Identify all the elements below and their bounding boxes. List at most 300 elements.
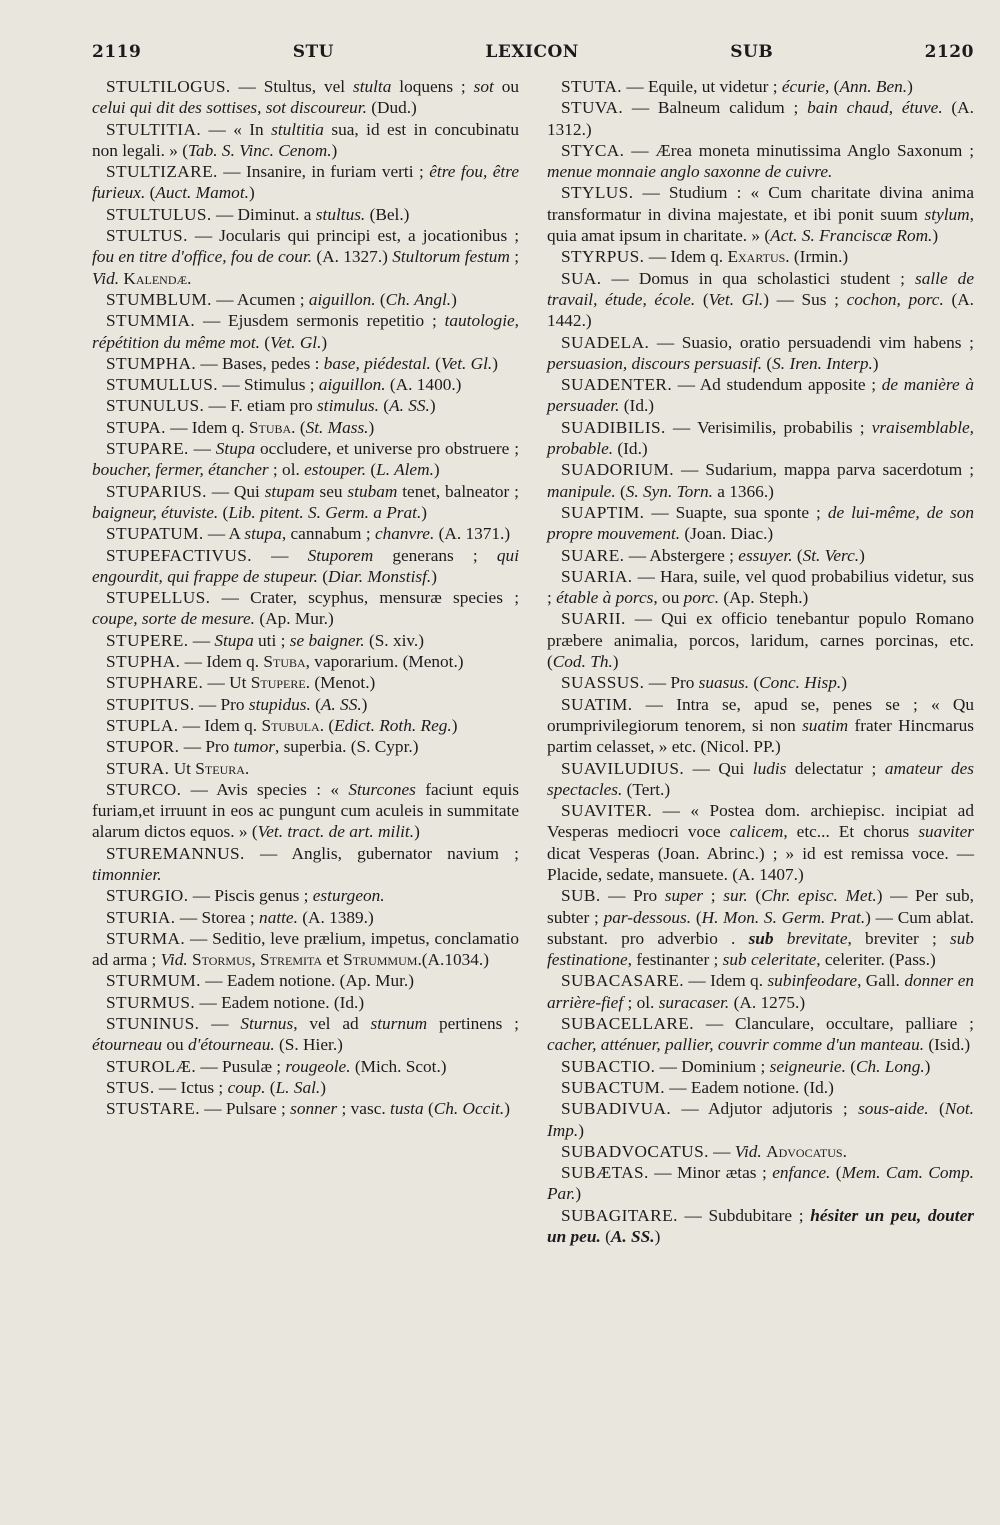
- entry-text: — Pulsare ;: [199, 1099, 291, 1119]
- entry-text: (Id.): [619, 396, 655, 416]
- entry-french-gloss: A. SS.: [610, 1227, 655, 1247]
- entry-headword: STUPHA.: [106, 652, 181, 672]
- entry-text: ) — Sus ;: [763, 289, 847, 309]
- entry-french-gloss: Stultorum festum: [392, 247, 510, 267]
- entry-text: — Qui: [206, 481, 265, 501]
- entry-french-gloss: Sturcones: [348, 779, 416, 799]
- entry-text: — Studium : « Cum charitate divina anima transformatur in divina majestate, et ibi ponit suum: [547, 183, 974, 224]
- entry-french-gloss: Lib. pitent. S. Germ. a Prat.: [228, 502, 422, 522]
- entry-text: — Suasio, oratio persuadendi vim habens ;: [649, 332, 974, 352]
- entry-headword: SUATIM.: [561, 694, 633, 714]
- entry-french-gloss: coupe, sorte de mesure.: [92, 609, 256, 629]
- dictionary-entry: [92, 970, 519, 991]
- entry-text: ) — Per sub, subter ;: [547, 886, 974, 927]
- entry-french-gloss: donner en arrière-fief: [547, 971, 975, 1012]
- entry-french-gloss: seigneurie.: [769, 1056, 846, 1076]
- entry-french-gloss: Vid.: [160, 950, 188, 970]
- entry-headword: STULTULUS.: [106, 204, 212, 224]
- entry-text: , etc... Et chorus: [783, 822, 919, 842]
- entry-headword: STURMUM.: [106, 971, 201, 991]
- entry-french-gloss: suatim: [802, 715, 849, 735]
- entry-french-gloss: celui qui dit des sottises, sot discoureur.: [92, 98, 367, 118]
- entry-headword: SUADIBILIS.: [561, 417, 666, 437]
- entry-text: — Anglis, gubernator navium ;: [244, 843, 519, 863]
- entry-text: ): [451, 289, 457, 309]
- entry-text: , celeriter. (Pass.): [816, 950, 936, 970]
- entry-text: , breviter ;: [847, 928, 950, 948]
- dictionary-entry: [92, 289, 519, 310]
- entry-headword: SUARII.: [561, 609, 626, 629]
- entry-french-gloss: écurie,: [781, 77, 830, 96]
- entry-french-gloss: amateur des spectacles.: [547, 758, 974, 799]
- entry-text: — « In: [201, 119, 272, 139]
- entry-text: — Diminut. a: [211, 204, 316, 224]
- entry-text: (: [928, 1099, 945, 1119]
- entry-text: — Equile, ut videtur ;: [622, 77, 782, 96]
- entry-french-gloss: Stupa: [215, 439, 256, 459]
- entry-headword: STUPLA.: [106, 715, 179, 735]
- dictionary-entry: [92, 630, 519, 651]
- entry-french-gloss: aiguillon.: [318, 375, 386, 395]
- dictionary-entry: [92, 310, 519, 353]
- entry-text: ): [451, 715, 458, 735]
- entry-text: , superbia. (S. Cypr.): [274, 737, 419, 757]
- entry-cross-reference: Stuba.: [248, 417, 296, 437]
- entry-french-gloss: Vet. Gl.: [440, 353, 493, 373]
- entry-text: (A. 1312.): [547, 98, 974, 139]
- dictionary-entry: [92, 758, 519, 779]
- entry-french-gloss: stubam: [347, 481, 398, 501]
- entry-french-gloss: chanvre.: [374, 524, 435, 544]
- entry-french-gloss: Vid.: [92, 268, 120, 288]
- entry-text: , festinanter ;: [627, 950, 723, 970]
- entry-french-gloss: sonner: [290, 1099, 338, 1119]
- entry-french-gloss: Vid.: [734, 1141, 762, 1161]
- right-head-word: SUB: [730, 42, 774, 62]
- entry-text: — Avis species : «: [181, 779, 349, 799]
- entry-text: — Subdubitare ;: [677, 1205, 811, 1225]
- entry-text: — Pro: [179, 737, 234, 757]
- entry-french-gloss: L. Sal.: [275, 1077, 321, 1097]
- entry-text: (Mich. Scot.): [350, 1056, 447, 1076]
- entry-french-gloss: Act. S. Franciscæ Rom.: [770, 226, 933, 246]
- entry-french-gloss: Not. Imp.: [547, 1099, 974, 1140]
- entry-headword: SUADELA.: [561, 332, 650, 352]
- entry-text: — Piscis genus ;: [188, 886, 313, 906]
- entry-headword: STUMPHA.: [106, 353, 197, 373]
- dictionary-entry: [92, 204, 519, 225]
- entry-text: — Intra se, apud se, penes se ; « Qu orumprivilegiorum tenorem, si non: [547, 694, 974, 735]
- entry-headword: STUPEFACTIVUS.: [106, 545, 252, 565]
- entry-french-gloss: manipule.: [547, 481, 616, 501]
- dictionary-entry: [547, 97, 974, 140]
- entry-french-gloss: sous-aide.: [858, 1099, 929, 1119]
- entry-text: ): [321, 332, 328, 352]
- entry-french-gloss: Vet. Gl.: [708, 289, 764, 309]
- entry-text: , ou: [653, 588, 684, 608]
- entry-text: (: [423, 1099, 434, 1119]
- entry-cross-reference: Stupere.: [250, 673, 311, 693]
- entry-text: ou: [162, 1035, 188, 1055]
- entry-text: — Adjutor adjutoris ;: [671, 1099, 859, 1119]
- entry-french-gloss: tautologie, répétition du même mot.: [92, 311, 519, 352]
- entry-text: ): [492, 353, 499, 373]
- entry-headword: SUBACELLARE.: [561, 1014, 694, 1034]
- entry-headword: STUROLÆ.: [106, 1056, 197, 1076]
- entry-text: — Ejusdem sermonis repetitio ;: [195, 311, 445, 331]
- entry-text: (: [310, 694, 321, 714]
- dictionary-entry: [547, 970, 974, 1013]
- entry-text: —: [251, 545, 308, 565]
- entry-headword: STUPARE.: [106, 439, 189, 459]
- entry-french-gloss: calicem: [729, 822, 784, 842]
- entry-headword: STURA.: [106, 758, 170, 778]
- entry-headword: SUB.: [561, 886, 601, 906]
- entry-headword: SUARE.: [561, 545, 625, 565]
- entry-text: pertinens ;: [427, 1014, 519, 1034]
- entry-text: (Joan. Diac.): [680, 524, 774, 544]
- entry-french-gloss: suracaser.: [658, 992, 730, 1012]
- entry-text: — Idem q.: [165, 417, 249, 437]
- dictionary-entry: [92, 395, 519, 416]
- entry-french-gloss: de lui-même, de son propre mouvement.: [547, 502, 974, 544]
- dictionary-entry: [92, 417, 519, 438]
- dictionary-entry: [92, 907, 519, 928]
- entry-french-gloss: étourneau: [92, 1035, 163, 1055]
- entry-french-gloss: Diar. Monstisf.: [328, 566, 432, 586]
- entry-french-gloss: de manière à persuader.: [547, 375, 974, 416]
- dictionary-entry: [547, 140, 974, 183]
- entry-french-gloss: enfance.: [772, 1163, 831, 1183]
- entry-text: — A: [203, 524, 245, 544]
- entry-text: ): [841, 673, 848, 693]
- entry-text: (: [218, 502, 229, 522]
- entry-french-gloss: stulta: [352, 77, 392, 96]
- entry-text: ou: [493, 77, 519, 96]
- entry-french-gloss: coup.: [227, 1077, 266, 1097]
- dictionary-entry: [547, 374, 974, 417]
- entry-headword: STUPELLUS.: [106, 588, 211, 608]
- entry-text: (A. 1275.): [729, 992, 806, 1012]
- entry-text: (Ap. Mur.): [255, 609, 334, 629]
- entry-text: ; ol.: [623, 992, 659, 1012]
- dictionary-entry: [547, 1056, 974, 1077]
- dictionary-entry: [547, 246, 974, 267]
- entry-text: — Dominium ;: [655, 1056, 770, 1076]
- entry-headword: STUPITUS.: [106, 694, 195, 714]
- dictionary-entry: [547, 1013, 974, 1056]
- entry-text: ; ol.: [268, 460, 305, 480]
- entry-headword: STULTITIA.: [106, 119, 202, 139]
- entry-text: (A.1034.): [421, 950, 489, 970]
- entry-text: uti ;: [253, 630, 290, 650]
- entry-text: — Qui ex officio tenebantur populo Romano præbere animalia, porcos, laridum, carnes porcinas, etc. (: [547, 609, 974, 672]
- entry-text: (: [430, 353, 441, 373]
- dictionary-entry: [547, 800, 974, 885]
- entry-text: seu: [314, 481, 348, 501]
- entry-french-gloss: se baigner.: [289, 630, 365, 650]
- entry-french-gloss: Vet. tract. de art. milit.: [257, 822, 415, 842]
- entry-text: (: [317, 566, 328, 586]
- entry-text: —: [199, 1014, 241, 1034]
- entry-text: (S. Hier.): [274, 1035, 343, 1055]
- entry-french-gloss: A. SS.: [320, 694, 362, 714]
- entry-french-gloss: être fou, être furieux.: [92, 162, 519, 203]
- entry-headword: STUPARIUS.: [106, 481, 207, 501]
- entry-french-gloss: Ch. Angl.: [385, 289, 452, 309]
- entry-headword: STUPOR.: [106, 737, 180, 757]
- entry-headword: STUPHARE.: [106, 673, 204, 693]
- entry-french-gloss: sturnum: [370, 1014, 428, 1034]
- entry-text: (: [378, 396, 390, 416]
- entry-headword: STURMA.: [106, 928, 186, 948]
- dictionary-entry: [92, 523, 519, 544]
- entry-text: — Ærea moneta minutissima Anglo Saxonum ;: [624, 140, 974, 160]
- dictionary-entry: [92, 885, 519, 906]
- entry-text: ): [872, 353, 879, 373]
- dictionary-entry: [92, 1098, 519, 1119]
- entry-text: — Jocularis qui principi est, a jocationibus ;: [187, 226, 519, 246]
- entry-french-gloss: stimulus.: [317, 396, 379, 416]
- entry-headword: STYRPUS.: [561, 247, 645, 267]
- dictionary-entry: [547, 885, 974, 970]
- entry-french-gloss: aiguillon.: [308, 289, 376, 309]
- entry-french-gloss: base, piédestal.: [323, 353, 431, 373]
- entry-text: — Balneum calidum ;: [623, 98, 808, 118]
- dictionary-entry: [92, 928, 519, 971]
- entry-text: (: [145, 183, 156, 203]
- entry-cross-reference: Strummum.: [343, 950, 422, 970]
- entry-headword: STYLUS.: [561, 183, 634, 203]
- entry-text: ): [907, 77, 913, 96]
- entry-text: — « Postea dom. archiepisc. incipiat ad Vesperas mediocri voce: [547, 801, 974, 842]
- entry-text: — Pro: [644, 673, 699, 693]
- entry-text: (: [747, 886, 762, 906]
- entry-text: — Idem q.: [180, 652, 264, 672]
- entry-text: — F. etiam pro: [204, 396, 318, 416]
- entry-french-gloss: stultus.: [315, 204, 366, 224]
- dictionary-entry: [547, 672, 974, 693]
- entry-french-gloss: estouper.: [304, 460, 367, 480]
- entry-text: dicat Vesperas (Joan. Abrinc.) ; » id est remissa voce. — Placide, sedate, mansuete. (A. 1407.): [547, 843, 974, 884]
- entry-text: (: [845, 1056, 856, 1076]
- entry-text: (: [366, 460, 377, 480]
- entry-french-gloss: Cod. Th.: [552, 652, 613, 672]
- entry-text: (: [749, 673, 760, 693]
- entry-text: ): [932, 226, 939, 246]
- dictionary-entry: [92, 992, 519, 1013]
- entry-text: (: [830, 1163, 842, 1183]
- entry-text: (Tert.): [622, 779, 671, 799]
- entry-french-gloss: S. Syn. Torn.: [625, 481, 713, 501]
- entry-french-gloss: rougeole.: [285, 1056, 351, 1076]
- entry-text: — Minor ætas ;: [648, 1163, 773, 1183]
- entry-text: (A. 1442.): [547, 289, 974, 331]
- entry-text: (Isid.): [924, 1035, 971, 1055]
- entry-french-gloss: subinfeodare: [767, 971, 858, 991]
- entry-french-gloss: vraisemblable, probable.: [547, 417, 974, 459]
- dictionary-entry: [92, 161, 519, 204]
- entry-text: delectatur ;: [786, 758, 885, 778]
- dictionary-entry: [92, 672, 519, 693]
- entry-text: ): [924, 1056, 931, 1076]
- entry-text: , vel ad: [293, 1014, 371, 1034]
- entry-text: (Irmin.): [789, 247, 849, 267]
- entry-text: ; vasc.: [337, 1099, 391, 1119]
- entry-text: (: [600, 1227, 611, 1247]
- entry-text: — Hara, suile, vel quod probabilius videtur, sus ;: [547, 566, 974, 608]
- dictionary-entry: [92, 1013, 519, 1056]
- entry-headword: STUVA.: [561, 98, 624, 118]
- entry-french-gloss: sub festinatione: [547, 928, 974, 970]
- entry-text: ;: [703, 886, 724, 906]
- entry-text: — Eadem notione. (Id.): [664, 1077, 834, 1097]
- entry-headword: STULTILOGUS.: [106, 77, 231, 96]
- entry-text: ): [504, 1099, 511, 1119]
- entry-text: Ut: [169, 758, 196, 778]
- entry-cross-reference: Stormus, Stremita: [192, 950, 323, 970]
- dictionary-entry: [92, 736, 519, 757]
- entry-text: ): [575, 1184, 582, 1204]
- entry-text: —: [188, 630, 215, 650]
- entry-text: — Ictus ;: [154, 1077, 228, 1097]
- entry-french-gloss: cacher, atténuer, pallier, couvrir comme d'un manteau.: [547, 1035, 925, 1055]
- entry-french-gloss: L. Alem.: [376, 460, 434, 480]
- entry-text: occludere, et universe pro obstruere ;: [255, 439, 519, 459]
- entry-headword: SUASSUS.: [561, 673, 645, 693]
- dictionary-entry: [547, 608, 974, 672]
- dictionary-entry: [92, 438, 519, 481]
- entry-text: ;: [509, 247, 519, 267]
- entry-text: (Menot.): [310, 673, 376, 693]
- entry-text: ): [431, 566, 437, 586]
- entry-headword: STUS.: [106, 1077, 155, 1097]
- entry-text: ): [433, 460, 440, 480]
- entry-text: — Idem q.: [644, 247, 728, 267]
- entry-text: — Ut: [203, 673, 251, 693]
- entry-french-gloss: bain chaud, étuve.: [807, 98, 943, 118]
- entry-text: [774, 929, 787, 948]
- entry-text: ): [421, 502, 428, 522]
- entry-headword: STUPA.: [106, 417, 166, 437]
- entry-text: (: [762, 353, 773, 373]
- dictionary-entry: [92, 1077, 519, 1098]
- entry-french-gloss: qui engourdit, qui frappe de stupeur.: [92, 545, 519, 586]
- left-column: [92, 76, 519, 1247]
- entry-french-gloss: par-dessous.: [603, 907, 692, 927]
- dictionary-entry: [92, 119, 519, 162]
- entry-text: — Stimulus ;: [218, 375, 319, 395]
- entry-french-gloss: Stuporem: [307, 545, 374, 565]
- entry-headword: STUMMIA.: [106, 311, 196, 331]
- dictionary-entry: [547, 1141, 974, 1162]
- entry-text: (: [792, 545, 803, 565]
- entry-text: (A. 1327.): [312, 247, 393, 267]
- entry-headword: STULTUS.: [106, 226, 188, 246]
- entry-text: —: [708, 1141, 735, 1161]
- dictionary-entry: [92, 374, 519, 395]
- entry-text: ) — Cum ablat. substant. pro adverbio .: [547, 907, 974, 948]
- entry-text: (Ap. Steph.): [719, 588, 809, 608]
- left-page-number: 2119: [92, 42, 142, 62]
- dictionary-entry: [92, 715, 519, 736]
- entry-headword: STULTIZARE.: [106, 162, 218, 182]
- entry-french-gloss: sub celeritate: [722, 950, 817, 970]
- entry-text: ): [654, 1227, 661, 1247]
- dictionary-entry: [547, 459, 974, 502]
- entry-french-gloss: fou en titre d'office, fou de cour.: [92, 247, 313, 267]
- entry-french-gloss: stupidus.: [248, 694, 311, 714]
- entry-text: — Idem q.: [684, 971, 768, 991]
- entry-text: —: [188, 439, 216, 459]
- entry-text: ): [429, 396, 436, 416]
- entry-cross-reference: Stuba: [263, 652, 306, 672]
- entry-cross-reference: Steura.: [195, 758, 250, 778]
- entry-french-gloss: A. SS.: [389, 396, 430, 416]
- entry-text: (A. 1371.): [434, 524, 511, 544]
- entry-headword: STURGIO.: [106, 886, 189, 906]
- dictionary-entry: [92, 1056, 519, 1077]
- dictionary-entry: [547, 76, 974, 97]
- entry-french-gloss: baigneur, étuviste.: [92, 502, 219, 522]
- entry-text: — Ad studendum apposite ;: [672, 375, 882, 395]
- entry-text: ): [859, 545, 865, 565]
- entry-french-gloss: Mem. Cam. Comp. Par.: [547, 1163, 974, 1204]
- entry-french-gloss: persuasion, discours persuasif.: [547, 353, 763, 373]
- entry-cross-reference: Stubula.: [261, 715, 325, 735]
- dictionary-entry: [547, 694, 974, 758]
- dictionary-entry: [92, 694, 519, 715]
- entry-headword: STURCO.: [106, 779, 182, 799]
- entry-french-gloss: stupa: [244, 524, 282, 544]
- entry-text: — Stultus, vel: [230, 77, 353, 96]
- entry-text: — Pro: [600, 886, 665, 906]
- entry-headword: SUADENTER.: [561, 375, 673, 395]
- entry-headword: STUREMANNUS.: [106, 843, 245, 863]
- dictionary-entry: [547, 758, 974, 801]
- entry-text: ): [320, 1077, 326, 1097]
- entry-text: ): [612, 652, 619, 672]
- entry-headword: STURMUS.: [106, 992, 196, 1012]
- entry-headword: SUBAGITARE.: [561, 1205, 678, 1225]
- entry-headword: SUBÆTAS.: [561, 1163, 649, 1183]
- entry-text: — Abstergere ;: [624, 545, 739, 565]
- entry-french-gloss: hésiter un peu, douter un peu.: [547, 1205, 974, 1247]
- entry-text: — Acumen ;: [211, 289, 309, 309]
- entry-headword: SUA.: [561, 268, 602, 288]
- entry-french-gloss: Conc. Hisp.: [759, 673, 842, 693]
- entry-french-gloss: Tab. S. Vinc. Cenom.: [187, 140, 332, 160]
- entry-text: (: [265, 1077, 276, 1097]
- entry-cross-reference: Exartus.: [727, 247, 790, 267]
- entry-french-gloss: stultitia: [271, 119, 324, 139]
- entry-french-gloss: étable à porcs: [556, 588, 654, 608]
- entry-text: sua, id est in concubinatu non legali. » (: [92, 119, 519, 160]
- entry-french-gloss: sot: [473, 77, 494, 96]
- entry-headword: SUARIA.: [561, 566, 633, 586]
- entry-french-gloss: stupam: [264, 481, 315, 501]
- dictionary-entry: [92, 779, 519, 843]
- entry-headword: SUAVITER.: [561, 801, 653, 821]
- entry-text: generans ;: [373, 545, 497, 565]
- entry-french-gloss: Chr. episc. Met.: [761, 886, 877, 906]
- entry-headword: STUMULLUS.: [106, 375, 219, 395]
- entry-text: ): [368, 417, 375, 437]
- entry-french-gloss: essuyer.: [738, 545, 793, 565]
- dictionary-entry: [547, 1077, 974, 1098]
- right-page-number: 2120: [924, 42, 974, 62]
- entry-headword: STUMBLUM.: [106, 289, 212, 309]
